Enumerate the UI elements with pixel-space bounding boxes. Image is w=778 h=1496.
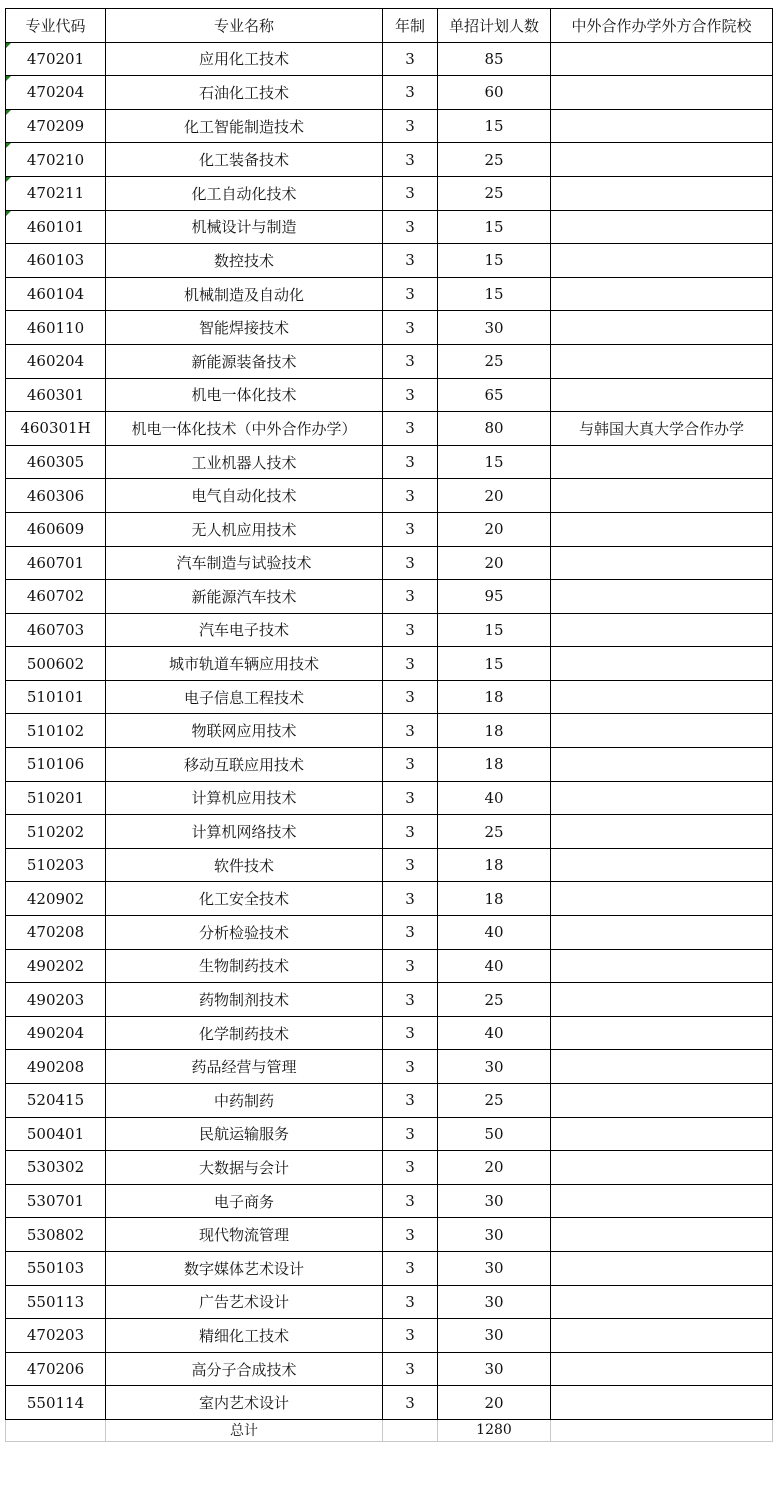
cell-major-name[interactable]: 化工安全技术 <box>106 882 383 916</box>
cell-foreign-partner[interactable] <box>551 378 773 412</box>
cell-years[interactable]: 3 <box>383 1084 438 1118</box>
table-row <box>6 983 773 1017</box>
cell-foreign-partner[interactable] <box>551 512 773 546</box>
cell-foreign-partner[interactable] <box>551 1151 773 1185</box>
cell-foreign-partner[interactable] <box>551 344 773 378</box>
enrollment-plan-table <box>5 8 773 1442</box>
cell-years[interactable]: 3 <box>383 42 438 76</box>
cell-years[interactable]: 3 <box>383 176 438 210</box>
cell-major-code[interactable]: 460110 <box>6 311 106 345</box>
cell-enrollment-plan[interactable]: 15 <box>438 109 551 143</box>
cell-enrollment-plan[interactable]: 65 <box>438 378 551 412</box>
total-spacer-cell[interactable] <box>6 1419 106 1441</box>
cell-major-name[interactable]: 新能源装备技术 <box>106 344 383 378</box>
cell-major-code[interactable]: 460701 <box>6 546 106 580</box>
cell-enrollment-plan[interactable]: 40 <box>438 781 551 815</box>
cell-foreign-partner[interactable] <box>551 680 773 714</box>
cell-major-name[interactable]: 生物制药技术 <box>106 949 383 983</box>
header-years[interactable]: 年制 <box>383 9 438 43</box>
table-row <box>6 378 773 412</box>
cell-major-name[interactable]: 室内艺术设计 <box>106 1386 383 1420</box>
cell-foreign-partner[interactable] <box>551 42 773 76</box>
cell-years[interactable]: 3 <box>383 512 438 546</box>
cell-major-code[interactable]: 550103 <box>6 1251 106 1285</box>
table-row <box>6 512 773 546</box>
cell-foreign-partner[interactable] <box>551 1319 773 1353</box>
table-row <box>6 412 773 446</box>
table-row <box>6 781 773 815</box>
table-row <box>6 1050 773 1084</box>
cell-foreign-partner[interactable] <box>551 445 773 479</box>
table-row <box>6 1151 773 1185</box>
cell-major-code[interactable]: 470211 <box>6 176 106 210</box>
cell-foreign-partner[interactable] <box>551 1218 773 1252</box>
cell-years[interactable]: 3 <box>383 109 438 143</box>
cell-enrollment-plan[interactable]: 30 <box>438 1285 551 1319</box>
cell-enrollment-plan[interactable]: 30 <box>438 1218 551 1252</box>
cell-major-name[interactable]: 药物制剂技术 <box>106 983 383 1017</box>
enrollment-plan-sheet <box>5 8 773 1442</box>
cell-foreign-partner[interactable] <box>551 1386 773 1420</box>
cell-enrollment-plan[interactable]: 40 <box>438 916 551 950</box>
cell-years[interactable]: 3 <box>383 647 438 681</box>
cell-major-code[interactable]: 460609 <box>6 512 106 546</box>
cell-years[interactable]: 3 <box>383 882 438 916</box>
cell-years[interactable]: 3 <box>383 714 438 748</box>
cell-years[interactable]: 3 <box>383 1319 438 1353</box>
cell-years[interactable]: 3 <box>383 210 438 244</box>
cell-major-name[interactable]: 计算机应用技术 <box>106 781 383 815</box>
cell-foreign-partner[interactable] <box>551 1352 773 1386</box>
cell-major-name[interactable]: 机械制造及自动化 <box>106 277 383 311</box>
cell-enrollment-plan[interactable]: 25 <box>438 983 551 1017</box>
cell-enrollment-plan[interactable]: 85 <box>438 42 551 76</box>
cell-major-name[interactable]: 药品经营与管理 <box>106 1050 383 1084</box>
header-foreign-partner[interactable]: 中外合作办学外方合作院校 <box>551 9 773 43</box>
cell-enrollment-plan[interactable]: 95 <box>438 580 551 614</box>
cell-enrollment-plan[interactable]: 15 <box>438 277 551 311</box>
cell-major-code[interactable]: 460703 <box>6 613 106 647</box>
cell-years[interactable]: 3 <box>383 1184 438 1218</box>
cell-foreign-partner[interactable] <box>551 781 773 815</box>
cell-enrollment-plan[interactable]: 15 <box>438 613 551 647</box>
cell-major-code[interactable]: 470206 <box>6 1352 106 1386</box>
cell-major-code[interactable]: 500401 <box>6 1117 106 1151</box>
cell-enrollment-plan[interactable]: 15 <box>438 647 551 681</box>
table-row <box>6 479 773 513</box>
cell-years[interactable]: 3 <box>383 479 438 513</box>
cell-years[interactable]: 3 <box>383 1386 438 1420</box>
table-row <box>6 1184 773 1218</box>
cell-major-name[interactable]: 民航运输服务 <box>106 1117 383 1151</box>
cell-foreign-partner[interactable] <box>551 580 773 614</box>
cell-foreign-partner[interactable] <box>551 277 773 311</box>
cell-enrollment-plan[interactable]: 30 <box>438 311 551 345</box>
cell-enrollment-plan[interactable]: 30 <box>438 1251 551 1285</box>
cell-major-code[interactable]: 470209 <box>6 109 106 143</box>
cell-major-name[interactable]: 石油化工技术 <box>106 76 383 110</box>
table-row <box>6 176 773 210</box>
cell-major-code[interactable]: 470210 <box>6 143 106 177</box>
cell-enrollment-plan[interactable]: 30 <box>438 1050 551 1084</box>
cell-major-name[interactable]: 智能焊接技术 <box>106 311 383 345</box>
cell-major-name[interactable]: 高分子合成技术 <box>106 1352 383 1386</box>
table-row <box>6 1285 773 1319</box>
cell-major-code[interactable]: 460204 <box>6 344 106 378</box>
cell-major-name[interactable]: 化学制药技术 <box>106 1016 383 1050</box>
cell-enrollment-plan[interactable]: 25 <box>438 815 551 849</box>
cell-years[interactable]: 3 <box>383 311 438 345</box>
cell-years[interactable]: 3 <box>383 546 438 580</box>
cell-major-code[interactable]: 470201 <box>6 42 106 76</box>
cell-enrollment-plan[interactable]: 20 <box>438 1386 551 1420</box>
cell-major-name[interactable]: 广告艺术设计 <box>106 1285 383 1319</box>
cell-major-code[interactable]: 490208 <box>6 1050 106 1084</box>
table-row <box>6 143 773 177</box>
cell-years[interactable]: 3 <box>383 848 438 882</box>
cell-foreign-partner[interactable] <box>551 76 773 110</box>
table-row <box>6 680 773 714</box>
cell-enrollment-plan[interactable]: 18 <box>438 882 551 916</box>
cell-major-code[interactable]: 520415 <box>6 1084 106 1118</box>
cell-years[interactable]: 3 <box>383 76 438 110</box>
cell-major-code[interactable]: 460702 <box>6 580 106 614</box>
cell-major-code[interactable]: 470203 <box>6 1319 106 1353</box>
cell-enrollment-plan[interactable]: 30 <box>438 1184 551 1218</box>
cell-major-name[interactable]: 汽车制造与试验技术 <box>106 546 383 580</box>
cell-years[interactable]: 3 <box>383 1016 438 1050</box>
cell-foreign-partner[interactable] <box>551 613 773 647</box>
cell-enrollment-plan[interactable]: 60 <box>438 76 551 110</box>
cell-major-code[interactable]: 490202 <box>6 949 106 983</box>
cell-foreign-partner[interactable] <box>551 143 773 177</box>
cell-major-code[interactable]: 470208 <box>6 916 106 950</box>
table-row <box>6 848 773 882</box>
cell-major-name[interactable]: 现代物流管理 <box>106 1218 383 1252</box>
cell-years[interactable]: 3 <box>383 815 438 849</box>
total-label[interactable]: 总计 <box>106 1419 383 1441</box>
cell-years[interactable]: 3 <box>383 1151 438 1185</box>
cell-major-name[interactable]: 化工智能制造技术 <box>106 109 383 143</box>
cell-major-code[interactable]: 490204 <box>6 1016 106 1050</box>
cell-enrollment-plan[interactable]: 25 <box>438 176 551 210</box>
cell-years[interactable]: 3 <box>383 1285 438 1319</box>
table-row <box>6 1386 773 1420</box>
cell-foreign-partner[interactable] <box>551 244 773 278</box>
table-row <box>6 311 773 345</box>
table-row <box>6 546 773 580</box>
cell-major-name[interactable]: 移动互联应用技术 <box>106 748 383 782</box>
cell-major-code[interactable]: 550114 <box>6 1386 106 1420</box>
cell-major-name[interactable]: 新能源汽车技术 <box>106 580 383 614</box>
header-enrollment-plan[interactable]: 单招计划人数 <box>438 9 551 43</box>
table-body <box>6 42 773 1419</box>
table-row <box>6 244 773 278</box>
cell-enrollment-plan[interactable]: 40 <box>438 949 551 983</box>
cell-enrollment-plan[interactable]: 80 <box>438 412 551 446</box>
table-row <box>6 748 773 782</box>
cell-foreign-partner[interactable] <box>551 176 773 210</box>
cell-major-name[interactable]: 汽车电子技术 <box>106 613 383 647</box>
total-spacer-cell[interactable] <box>383 1419 438 1441</box>
cell-major-code[interactable]: 500602 <box>6 647 106 681</box>
cell-major-name[interactable]: 工业机器人技术 <box>106 445 383 479</box>
cell-foreign-partner[interactable] <box>551 1184 773 1218</box>
table-row <box>6 949 773 983</box>
cell-foreign-partner[interactable] <box>551 1050 773 1084</box>
table-row <box>6 1117 773 1151</box>
cell-foreign-partner[interactable] <box>551 949 773 983</box>
cell-foreign-partner[interactable] <box>551 546 773 580</box>
cell-enrollment-plan[interactable]: 20 <box>438 546 551 580</box>
cell-major-name[interactable]: 数字媒体艺术设计 <box>106 1251 383 1285</box>
total-spacer-cell[interactable] <box>551 1419 773 1441</box>
cell-years[interactable]: 3 <box>383 949 438 983</box>
cell-major-name[interactable]: 机械设计与制造 <box>106 210 383 244</box>
cell-enrollment-plan[interactable]: 18 <box>438 714 551 748</box>
cell-years[interactable]: 3 <box>383 244 438 278</box>
cell-major-code[interactable]: 510201 <box>6 781 106 815</box>
cell-years[interactable]: 3 <box>383 277 438 311</box>
table-row <box>6 344 773 378</box>
table-row <box>6 1352 773 1386</box>
table-row <box>6 1319 773 1353</box>
cell-major-name[interactable]: 应用化工技术 <box>106 42 383 76</box>
cell-years[interactable]: 3 <box>383 1251 438 1285</box>
cell-years[interactable]: 3 <box>383 613 438 647</box>
cell-major-code[interactable]: 530302 <box>6 1151 106 1185</box>
cell-foreign-partner[interactable] <box>551 1084 773 1118</box>
cell-foreign-partner[interactable] <box>551 848 773 882</box>
cell-major-name[interactable]: 精细化工技术 <box>106 1319 383 1353</box>
cell-foreign-partner[interactable] <box>551 109 773 143</box>
cell-enrollment-plan[interactable]: 18 <box>438 680 551 714</box>
header-major-name[interactable]: 专业名称 <box>106 9 383 43</box>
table-row <box>6 1218 773 1252</box>
cell-years[interactable]: 3 <box>383 143 438 177</box>
cell-years[interactable]: 3 <box>383 748 438 782</box>
cell-enrollment-plan[interactable]: 18 <box>438 848 551 882</box>
cell-years[interactable]: 3 <box>383 378 438 412</box>
table-row <box>6 277 773 311</box>
cell-major-name[interactable]: 机电一体化技术 <box>106 378 383 412</box>
cell-major-code[interactable]: 530701 <box>6 1184 106 1218</box>
table-row <box>6 76 773 110</box>
cell-major-name[interactable]: 中药制药 <box>106 1084 383 1118</box>
table-row <box>6 714 773 748</box>
cell-major-name[interactable]: 电子信息工程技术 <box>106 680 383 714</box>
cell-years[interactable]: 3 <box>383 1050 438 1084</box>
cell-major-name[interactable]: 电气自动化技术 <box>106 479 383 513</box>
cell-major-code[interactable]: 510202 <box>6 815 106 849</box>
cell-major-code[interactable]: 510203 <box>6 848 106 882</box>
table-row <box>6 580 773 614</box>
cell-major-code[interactable]: 460301 <box>6 378 106 412</box>
cell-foreign-partner[interactable] <box>551 748 773 782</box>
table-row <box>6 815 773 849</box>
cell-enrollment-plan[interactable]: 25 <box>438 344 551 378</box>
cell-major-name[interactable]: 机电一体化技术（中外合作办学） <box>106 412 383 446</box>
cell-major-code[interactable]: 530802 <box>6 1218 106 1252</box>
cell-foreign-partner[interactable] <box>551 647 773 681</box>
cell-major-code[interactable]: 490203 <box>6 983 106 1017</box>
cell-years[interactable]: 3 <box>383 445 438 479</box>
table-row <box>6 1251 773 1285</box>
cell-years[interactable]: 3 <box>383 1218 438 1252</box>
cell-major-name[interactable]: 化工自动化技术 <box>106 176 383 210</box>
cell-major-name[interactable]: 数控技术 <box>106 244 383 278</box>
cell-foreign-partner[interactable] <box>551 1285 773 1319</box>
table-row <box>6 647 773 681</box>
cell-major-code[interactable]: 460306 <box>6 479 106 513</box>
cell-enrollment-plan[interactable]: 15 <box>438 445 551 479</box>
cell-foreign-partner[interactable] <box>551 1117 773 1151</box>
cell-enrollment-plan[interactable]: 50 <box>438 1117 551 1151</box>
header-major-code[interactable]: 专业代码 <box>6 9 106 43</box>
cell-major-code[interactable]: 460301H <box>6 412 106 446</box>
cell-enrollment-plan[interactable]: 30 <box>438 1352 551 1386</box>
cell-major-code[interactable]: 550113 <box>6 1285 106 1319</box>
cell-major-name[interactable]: 城市轨道车辆应用技术 <box>106 647 383 681</box>
cell-major-name[interactable]: 软件技术 <box>106 848 383 882</box>
cell-foreign-partner[interactable]: 与韩国大真大学合作办学 <box>551 412 773 446</box>
table-row <box>6 1084 773 1118</box>
table-row <box>6 445 773 479</box>
cell-foreign-partner[interactable] <box>551 983 773 1017</box>
cell-major-code[interactable]: 510102 <box>6 714 106 748</box>
cell-foreign-partner[interactable] <box>551 714 773 748</box>
cell-foreign-partner[interactable] <box>551 311 773 345</box>
table-row <box>6 613 773 647</box>
table-row <box>6 109 773 143</box>
cell-major-code[interactable]: 460305 <box>6 445 106 479</box>
header-row <box>6 9 773 43</box>
table-row <box>6 882 773 916</box>
cell-major-name[interactable]: 电子商务 <box>106 1184 383 1218</box>
cell-foreign-partner[interactable] <box>551 882 773 916</box>
cell-major-name[interactable]: 化工装备技术 <box>106 143 383 177</box>
total-row <box>6 1419 773 1441</box>
cell-major-name[interactable]: 大数据与会计 <box>106 1151 383 1185</box>
cell-years[interactable]: 3 <box>383 412 438 446</box>
cell-enrollment-plan[interactable]: 25 <box>438 143 551 177</box>
cell-enrollment-plan[interactable]: 20 <box>438 479 551 513</box>
cell-enrollment-plan[interactable]: 20 <box>438 1151 551 1185</box>
cell-foreign-partner[interactable] <box>551 210 773 244</box>
cell-years[interactable]: 3 <box>383 1352 438 1386</box>
cell-foreign-partner[interactable] <box>551 479 773 513</box>
cell-foreign-partner[interactable] <box>551 916 773 950</box>
cell-major-name[interactable]: 无人机应用技术 <box>106 512 383 546</box>
table-row <box>6 916 773 950</box>
cell-major-code[interactable]: 470204 <box>6 76 106 110</box>
cell-major-name[interactable]: 计算机网络技术 <box>106 815 383 849</box>
cell-foreign-partner[interactable] <box>551 815 773 849</box>
table-row <box>6 210 773 244</box>
cell-foreign-partner[interactable] <box>551 1016 773 1050</box>
cell-major-name[interactable]: 物联网应用技术 <box>106 714 383 748</box>
cell-years[interactable]: 3 <box>383 1117 438 1151</box>
cell-years[interactable]: 3 <box>383 916 438 950</box>
cell-enrollment-plan[interactable]: 15 <box>438 210 551 244</box>
table-row <box>6 1016 773 1050</box>
cell-years[interactable]: 3 <box>383 781 438 815</box>
cell-major-code[interactable]: 460104 <box>6 277 106 311</box>
cell-major-code[interactable]: 460103 <box>6 244 106 278</box>
cell-enrollment-plan[interactable]: 18 <box>438 748 551 782</box>
cell-foreign-partner[interactable] <box>551 1251 773 1285</box>
cell-enrollment-plan[interactable]: 25 <box>438 1084 551 1118</box>
cell-enrollment-plan[interactable]: 30 <box>438 1319 551 1353</box>
total-value[interactable]: 1280 <box>438 1419 551 1441</box>
cell-years[interactable]: 3 <box>383 580 438 614</box>
cell-major-code[interactable]: 420902 <box>6 882 106 916</box>
cell-years[interactable]: 3 <box>383 983 438 1017</box>
cell-enrollment-plan[interactable]: 40 <box>438 1016 551 1050</box>
cell-years[interactable]: 3 <box>383 344 438 378</box>
cell-enrollment-plan[interactable]: 15 <box>438 244 551 278</box>
table-row <box>6 42 773 76</box>
cell-major-code[interactable]: 460101 <box>6 210 106 244</box>
cell-major-name[interactable]: 分析检验技术 <box>106 916 383 950</box>
cell-major-code[interactable]: 510106 <box>6 748 106 782</box>
cell-major-code[interactable]: 510101 <box>6 680 106 714</box>
cell-years[interactable]: 3 <box>383 680 438 714</box>
cell-enrollment-plan[interactable]: 20 <box>438 512 551 546</box>
